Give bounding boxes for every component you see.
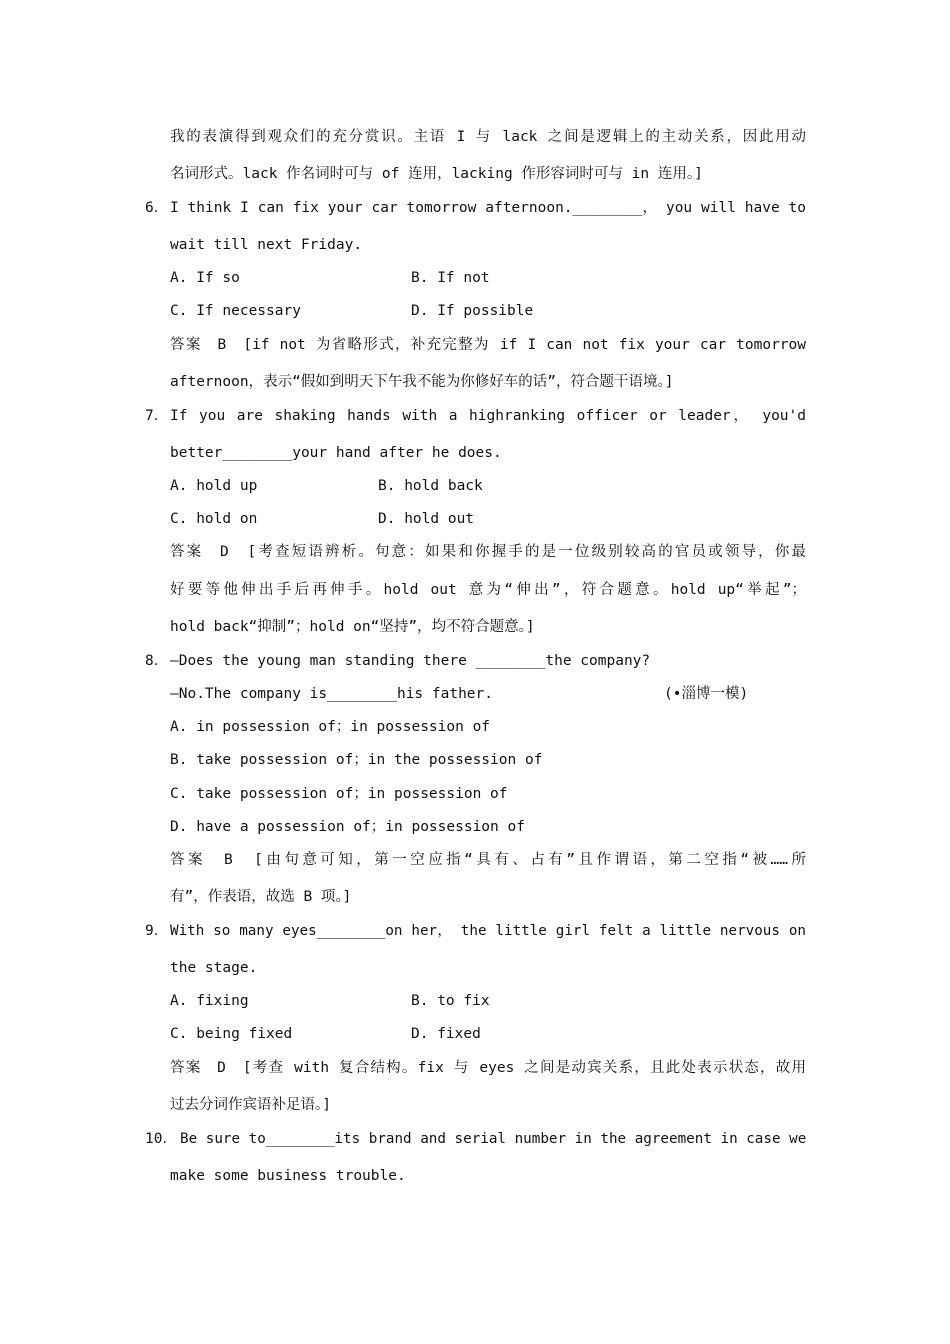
q10-stem-line-2: make some business trouble. [170,1168,406,1184]
q8-option-c: C. take possession of；in possession of [170,786,508,802]
q7-answer-line-3: hold back“抑制”；hold on“坚持”，均不符合题意。] [170,619,535,635]
q9-stem-line-2: the stage. [170,960,258,976]
q7-stem-line-1: If you are shaking hands with a highranking officer or leader， you'd [170,408,806,424]
q7-stem-line-2: better________your hand after he does. [170,445,502,461]
q6-option-b: B. If not [411,270,490,286]
q9-answer-line-1: 答案 D [考查 with 复合结构。fix 与 eyes 之间是动宾关系，且此处表示状态，故用 [170,1060,806,1076]
q9-option-d: D. fixed [411,1026,481,1042]
q9-option-b: B. to fix [411,993,490,1009]
prev-explanation-line-2: 名词形式。lack 作名词时可与 of 连用，lacking 作形容词时可与 in 连用。] [170,166,703,182]
q9-answer-line-2: 过去分词作宾语补足语。] [170,1097,331,1113]
prev-explanation-line-1: 我的表演得到观众们的充分赏识。主语 I 与 lack 之间是逻辑上的主动关系，因此用动 [170,129,806,145]
q6-stem-line-2: wait till next Friday. [170,237,363,253]
q8-answer-line-1: 答案 B [由句意可知，第一空应指“具有、占有”且作谓语，第二空指“被……所 [170,852,806,868]
q6-answer-line-2: afternoon，表示“假如到明天下午我不能为你修好车的话”，符合题干语境。] [170,374,674,390]
q8-number: 8． [145,653,169,669]
q7-option-c: C. hold on [170,511,258,527]
q7-number: 7． [145,408,169,424]
q9-stem-line-1: With so many eyes________on her， the little girl felt a little nervous on [170,923,806,939]
q8-source-label: (•淄博一模) [664,686,749,702]
q10-number: 10． [145,1131,177,1147]
q10-stem-line-1: Be sure to________its brand and serial number in the agreement in case we [180,1131,806,1147]
q8-option-b: B. take possession of；in the possession of [170,752,543,768]
q7-answer-line-2: 好要等他伸出手后再伸手。hold out 意为“伸出”，符合题意。hold up“举起”； [170,582,806,598]
q9-number: 9． [145,923,169,939]
q7-option-b: B. hold back [378,478,483,494]
q8-stem-line-1: —Does the young man standing there ________the company? [170,653,651,669]
q7-option-d: D. hold out [378,511,475,527]
q6-number: 6． [145,200,169,216]
q8-stem-line-2: —No.The company is________his father. [170,686,494,702]
q9-option-a: A. fixing [170,993,249,1009]
q9-option-c: C. being fixed [170,1026,293,1042]
q8-option-a: A. in possession of；in possession of [170,719,491,735]
q8-answer-line-2: 有”，作表语，故选 B 项。] [170,889,352,905]
q6-option-d: D. If possible [411,303,534,319]
q6-stem-line-1: I think I can fix your car tomorrow afternoon.________， you will have to [170,200,806,216]
q6-answer-line-1: 答案 B [if not 为省略形式，补充完整为 if I can not fix your car tomorrow [170,337,806,353]
q6-option-a: A. If so [170,270,240,286]
q8-option-d: D. have a possession of；in possession of [170,819,525,835]
q7-option-a: A. hold up [170,478,258,494]
q7-answer-line-1: 答案 D [考查短语辨析。句意：如果和你握手的是一位级别较高的官员或领导，你最 [170,544,806,560]
q6-option-c: C. If necessary [170,303,301,319]
